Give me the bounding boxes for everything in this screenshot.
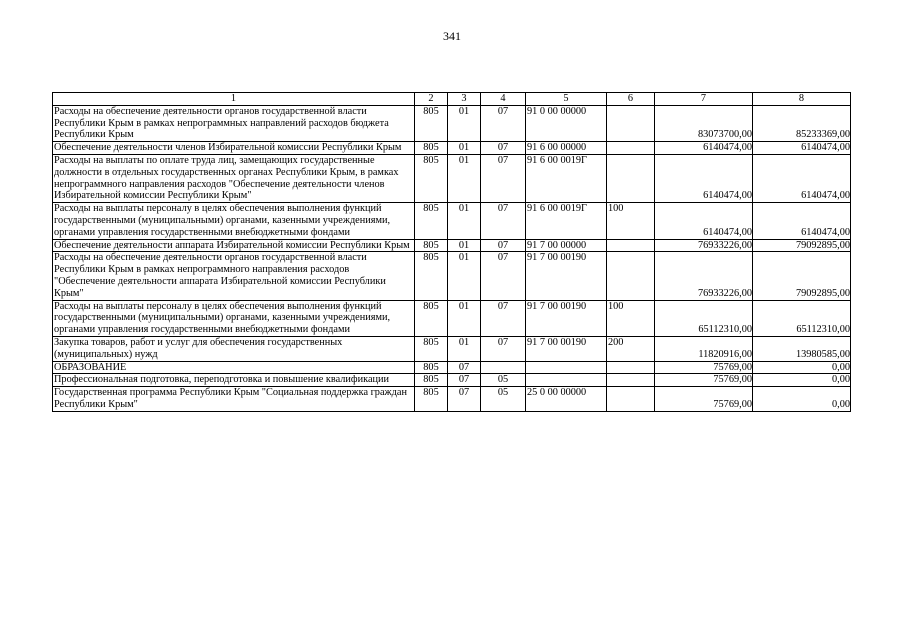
cell-amount-1: 75769,00 xyxy=(655,374,753,387)
cell-amount-1: 11820916,00 xyxy=(655,336,753,361)
cell-section: 01 xyxy=(448,239,481,252)
cell-amount-1: 6140474,00 xyxy=(655,203,753,239)
cell-target-article: 91 7 00 00190 xyxy=(526,336,607,361)
cell-amount-1: 6140474,00 xyxy=(655,142,753,155)
cell-grbs: 805 xyxy=(415,336,448,361)
cell-section: 01 xyxy=(448,142,481,155)
cell-target-article: 91 6 00 0019Г xyxy=(526,154,607,202)
cell-expense-type xyxy=(607,387,655,412)
cell-subsection: 07 xyxy=(481,154,526,202)
cell-grbs: 805 xyxy=(415,142,448,155)
cell-subsection: 07 xyxy=(481,203,526,239)
cell-section: 07 xyxy=(448,361,481,374)
cell-target-article: 91 0 00 00000 xyxy=(526,105,607,141)
table-row xyxy=(53,361,851,374)
cell-amount-2: 0,00 xyxy=(753,374,851,387)
cell-grbs: 805 xyxy=(415,387,448,412)
column-header: 7 xyxy=(655,93,753,106)
cell-name: Обеспечение деятельности членов Избирательной комиссии Республики Крым xyxy=(53,142,415,155)
table-row xyxy=(53,336,851,361)
cell-target-article: 91 7 00 00000 xyxy=(526,239,607,252)
cell-section: 01 xyxy=(448,105,481,141)
cell-section: 07 xyxy=(448,374,481,387)
cell-expense-type xyxy=(607,252,655,300)
cell-name: Обеспечение деятельности аппарата Избирательной комиссии Республики Крым xyxy=(53,239,415,252)
column-header: 4 xyxy=(481,93,526,106)
column-header: 5 xyxy=(526,93,607,106)
cell-subsection xyxy=(481,361,526,374)
cell-target-article xyxy=(526,374,607,387)
cell-amount-2: 65112310,00 xyxy=(753,300,851,336)
page-number: 341 xyxy=(443,29,461,43)
cell-amount-2: 0,00 xyxy=(753,387,851,412)
cell-expense-type xyxy=(607,361,655,374)
cell-name: Профессиональная подготовка, переподготовка и повышение квалификации xyxy=(53,374,415,387)
cell-expense-type: 100 xyxy=(607,203,655,239)
table-row xyxy=(53,387,851,412)
cell-amount-2: 79092895,00 xyxy=(753,252,851,300)
cell-amount-2: 6140474,00 xyxy=(753,154,851,202)
cell-target-article: 91 7 00 00190 xyxy=(526,300,607,336)
cell-subsection: 07 xyxy=(481,300,526,336)
cell-name: Закупка товаров, работ и услуг для обеспечения государственных (муниципальных) нужд xyxy=(53,336,415,361)
table-row xyxy=(53,105,851,141)
cell-amount-1: 6140474,00 xyxy=(655,154,753,202)
cell-expense-type xyxy=(607,239,655,252)
cell-subsection: 07 xyxy=(481,252,526,300)
column-header: 1 xyxy=(53,93,415,106)
cell-grbs: 805 xyxy=(415,300,448,336)
table-row xyxy=(53,374,851,387)
cell-grbs: 805 xyxy=(415,361,448,374)
table-row xyxy=(53,300,851,336)
cell-section: 01 xyxy=(448,203,481,239)
cell-grbs: 805 xyxy=(415,374,448,387)
cell-section: 01 xyxy=(448,336,481,361)
cell-name: Расходы на обеспечение деятельности органов государственной власти Республики Крым в рамках непрограммного направления расходов "Обеспечение деятельности аппарата Избирательной комиссии Республики Крым" xyxy=(53,252,415,300)
cell-section: 01 xyxy=(448,252,481,300)
cell-amount-1: 76933226,00 xyxy=(655,239,753,252)
cell-target-article: 91 7 00 00190 xyxy=(526,252,607,300)
cell-section: 01 xyxy=(448,154,481,202)
column-header: 3 xyxy=(448,93,481,106)
cell-subsection: 07 xyxy=(481,336,526,361)
cell-expense-type xyxy=(607,142,655,155)
cell-section: 07 xyxy=(448,387,481,412)
cell-expense-type xyxy=(607,374,655,387)
cell-expense-type: 200 xyxy=(607,336,655,361)
cell-target-article: 25 0 00 00000 xyxy=(526,387,607,412)
cell-grbs: 805 xyxy=(415,203,448,239)
cell-subsection: 05 xyxy=(481,387,526,412)
cell-grbs: 805 xyxy=(415,105,448,141)
cell-amount-2: 13980585,00 xyxy=(753,336,851,361)
cell-subsection: 07 xyxy=(481,239,526,252)
cell-amount-1: 75769,00 xyxy=(655,387,753,412)
cell-amount-1: 65112310,00 xyxy=(655,300,753,336)
cell-name: Государственная программа Республики Крым "Социальная поддержка граждан Республики Крым" xyxy=(53,387,415,412)
cell-amount-2: 0,00 xyxy=(753,361,851,374)
cell-target-article xyxy=(526,361,607,374)
cell-expense-type: 100 xyxy=(607,300,655,336)
cell-subsection: 07 xyxy=(481,142,526,155)
cell-grbs: 805 xyxy=(415,239,448,252)
header-row xyxy=(53,93,851,106)
table-row xyxy=(53,154,851,202)
cell-expense-type xyxy=(607,105,655,141)
cell-expense-type xyxy=(607,154,655,202)
cell-grbs: 805 xyxy=(415,154,448,202)
cell-amount-1: 76933226,00 xyxy=(655,252,753,300)
cell-target-article: 91 6 00 0019Г xyxy=(526,203,607,239)
cell-target-article: 91 6 00 00000 xyxy=(526,142,607,155)
cell-amount-1: 83073700,00 xyxy=(655,105,753,141)
cell-amount-2: 85233369,00 xyxy=(753,105,851,141)
cell-name: Расходы на выплаты персоналу в целях обеспечения выполнения функций государственными (муниципальными) органами, казенными учреждениями, органами управления государственными внебюджетными фондами xyxy=(53,203,415,239)
cell-name: Расходы на выплаты по оплате труда лиц, замещающих государственные должности в отдельных государственных органах Республики Крым, в рамках непрограммного направления расходов "Обеспечение деятельности членов Избирательной комиссии Республики Крым" xyxy=(53,154,415,202)
table-row xyxy=(53,252,851,300)
cell-amount-2: 6140474,00 xyxy=(753,142,851,155)
cell-grbs: 805 xyxy=(415,252,448,300)
cell-subsection: 07 xyxy=(481,105,526,141)
budget-table xyxy=(52,92,851,412)
cell-section: 01 xyxy=(448,300,481,336)
table-row xyxy=(53,239,851,252)
cell-name: ОБРАЗОВАНИЕ xyxy=(53,361,415,374)
cell-name: Расходы на выплаты персоналу в целях обеспечения выполнения функций государственными (муниципальными) органами, казенными учреждениями, органами управления государственными внебюджетными фондами xyxy=(53,300,415,336)
column-header: 6 xyxy=(607,93,655,106)
cell-amount-2: 6140474,00 xyxy=(753,203,851,239)
column-header: 8 xyxy=(753,93,851,106)
cell-subsection: 05 xyxy=(481,374,526,387)
table-row xyxy=(53,142,851,155)
cell-name: Расходы на обеспечение деятельности органов государственной власти Республики Крым в рамках непрограммных направлений расходов бюджета Республики Крым xyxy=(53,105,415,141)
table-row xyxy=(53,203,851,239)
column-header: 2 xyxy=(415,93,448,106)
cell-amount-2: 79092895,00 xyxy=(753,239,851,252)
cell-amount-1: 75769,00 xyxy=(655,361,753,374)
